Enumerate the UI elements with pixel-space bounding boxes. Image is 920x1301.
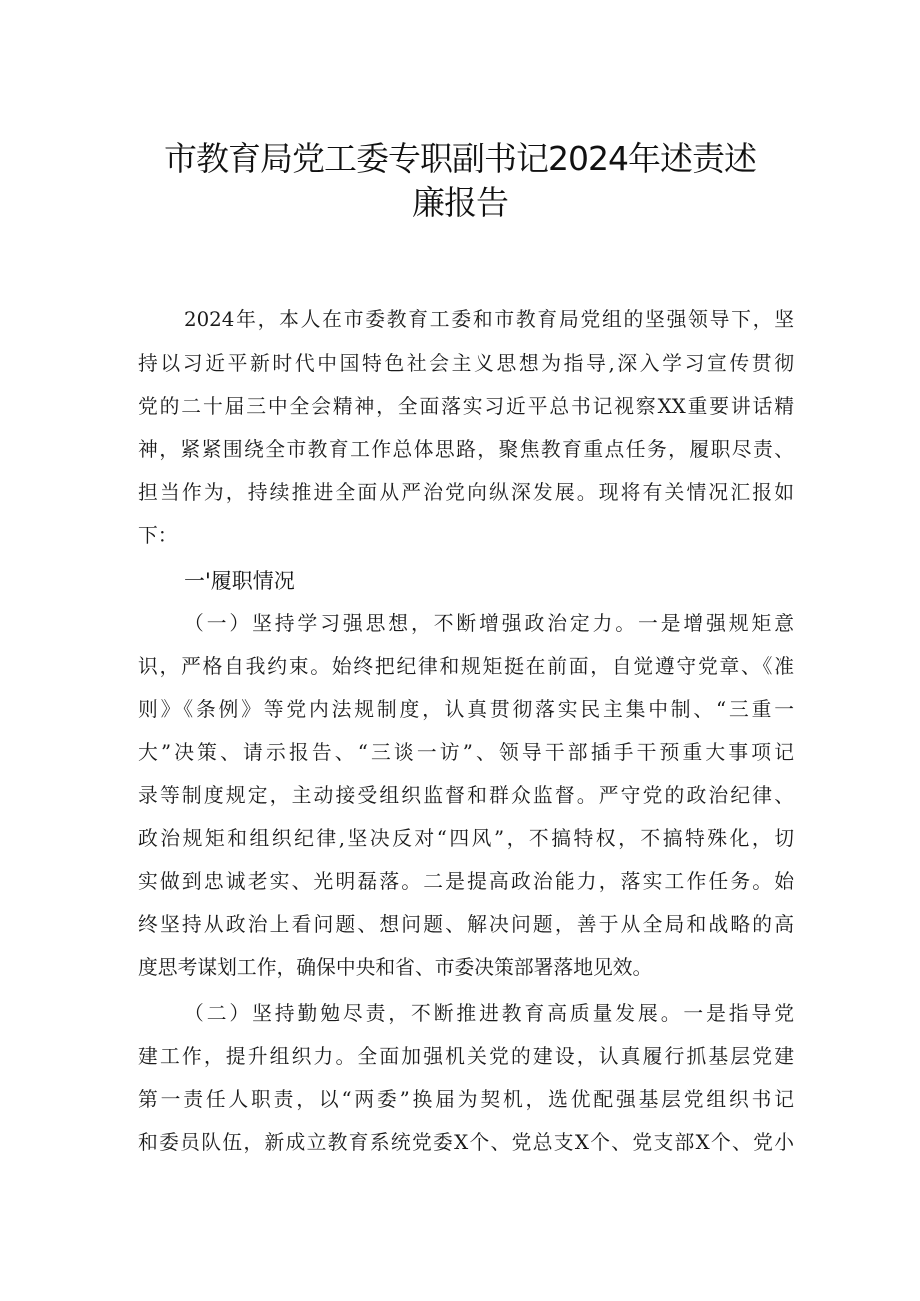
intro-line-1: 2024年，本人在市委教育工委和市教育局党组的坚强领导下，坚 (184, 308, 794, 331)
para1-line-9: 度思考谋划工作，确保中央和省、市委决策部署落地见效。 (138, 956, 653, 979)
para1-line-5: 录等制度规定，主动接受组织监督和群众监督。严守党的政治纪律、 (138, 784, 794, 807)
intro-line-5: 担当作为，持续推进全面从严治党向纵深发展。现将有关情况汇报如 (138, 481, 794, 504)
document-title-line-1: 市教育局党工委专职副书记2024年述责述 (164, 139, 756, 178)
para1-line-4: 大”决策、请示报告、“三谈一访”、领导干部插手干预重大事项记 (138, 741, 794, 764)
para1-line-2: 识，严格自我约束。始终把纪律和规矩挺在前面，自觉遵守党章、《准 (138, 655, 794, 678)
para1-line-8: 终坚持从政治上看问题、想问题、解决问题，善于从全局和战略的高 (138, 913, 794, 936)
intro-line-2: 持以习近平新时代中国特色社会主义思想为指导,深入学习宣传贯彻 (138, 352, 794, 375)
intro-line-6: 下： (138, 524, 178, 547)
para2-line-3: 第一责任人职责，以“两委”换届为契机，选优配强基层党组织书记 (138, 1088, 794, 1111)
para2-line-2: 建工作，提升组织力。全面加强机关党的建设，认真履行抓基层党建 (138, 1045, 794, 1068)
section-heading: 一'履职情况 (184, 569, 295, 593)
para2-line-1: （二）坚持勤勉尽责，不断推进教育高质量发展。一是指导党 (184, 1002, 794, 1025)
para2-line-4: 和委员队伍，新成立教育系统党委X个、党总支X个、党支部X个、党小 (138, 1131, 794, 1154)
document-title-line-2: 廉报告 (412, 183, 508, 222)
intro-line-3: 党的二十届三中全会精神，全面落实习近平总书记视察XX重要讲话精 (138, 395, 794, 418)
para1-line-6: 政治规矩和组织纪律,坚决反对“四风”，不搞特权，不搞特殊化，切 (138, 827, 794, 850)
para1-line-1: （一）坚持学习强思想，不断增强政治定力。一是增强规矩意 (184, 612, 794, 635)
para1-line-3: 则》《条例》等党内法规制度，认真贯彻落实民主集中制、“三重一 (138, 698, 794, 721)
para1-line-7: 实做到忠诚老实、光明磊落。二是提高政治能力，落实工作任务。始 (138, 870, 794, 893)
intro-line-4: 神，紧紧围绕全市教育工作总体思路，聚焦教育重点任务，履职尽责、 (138, 438, 794, 461)
